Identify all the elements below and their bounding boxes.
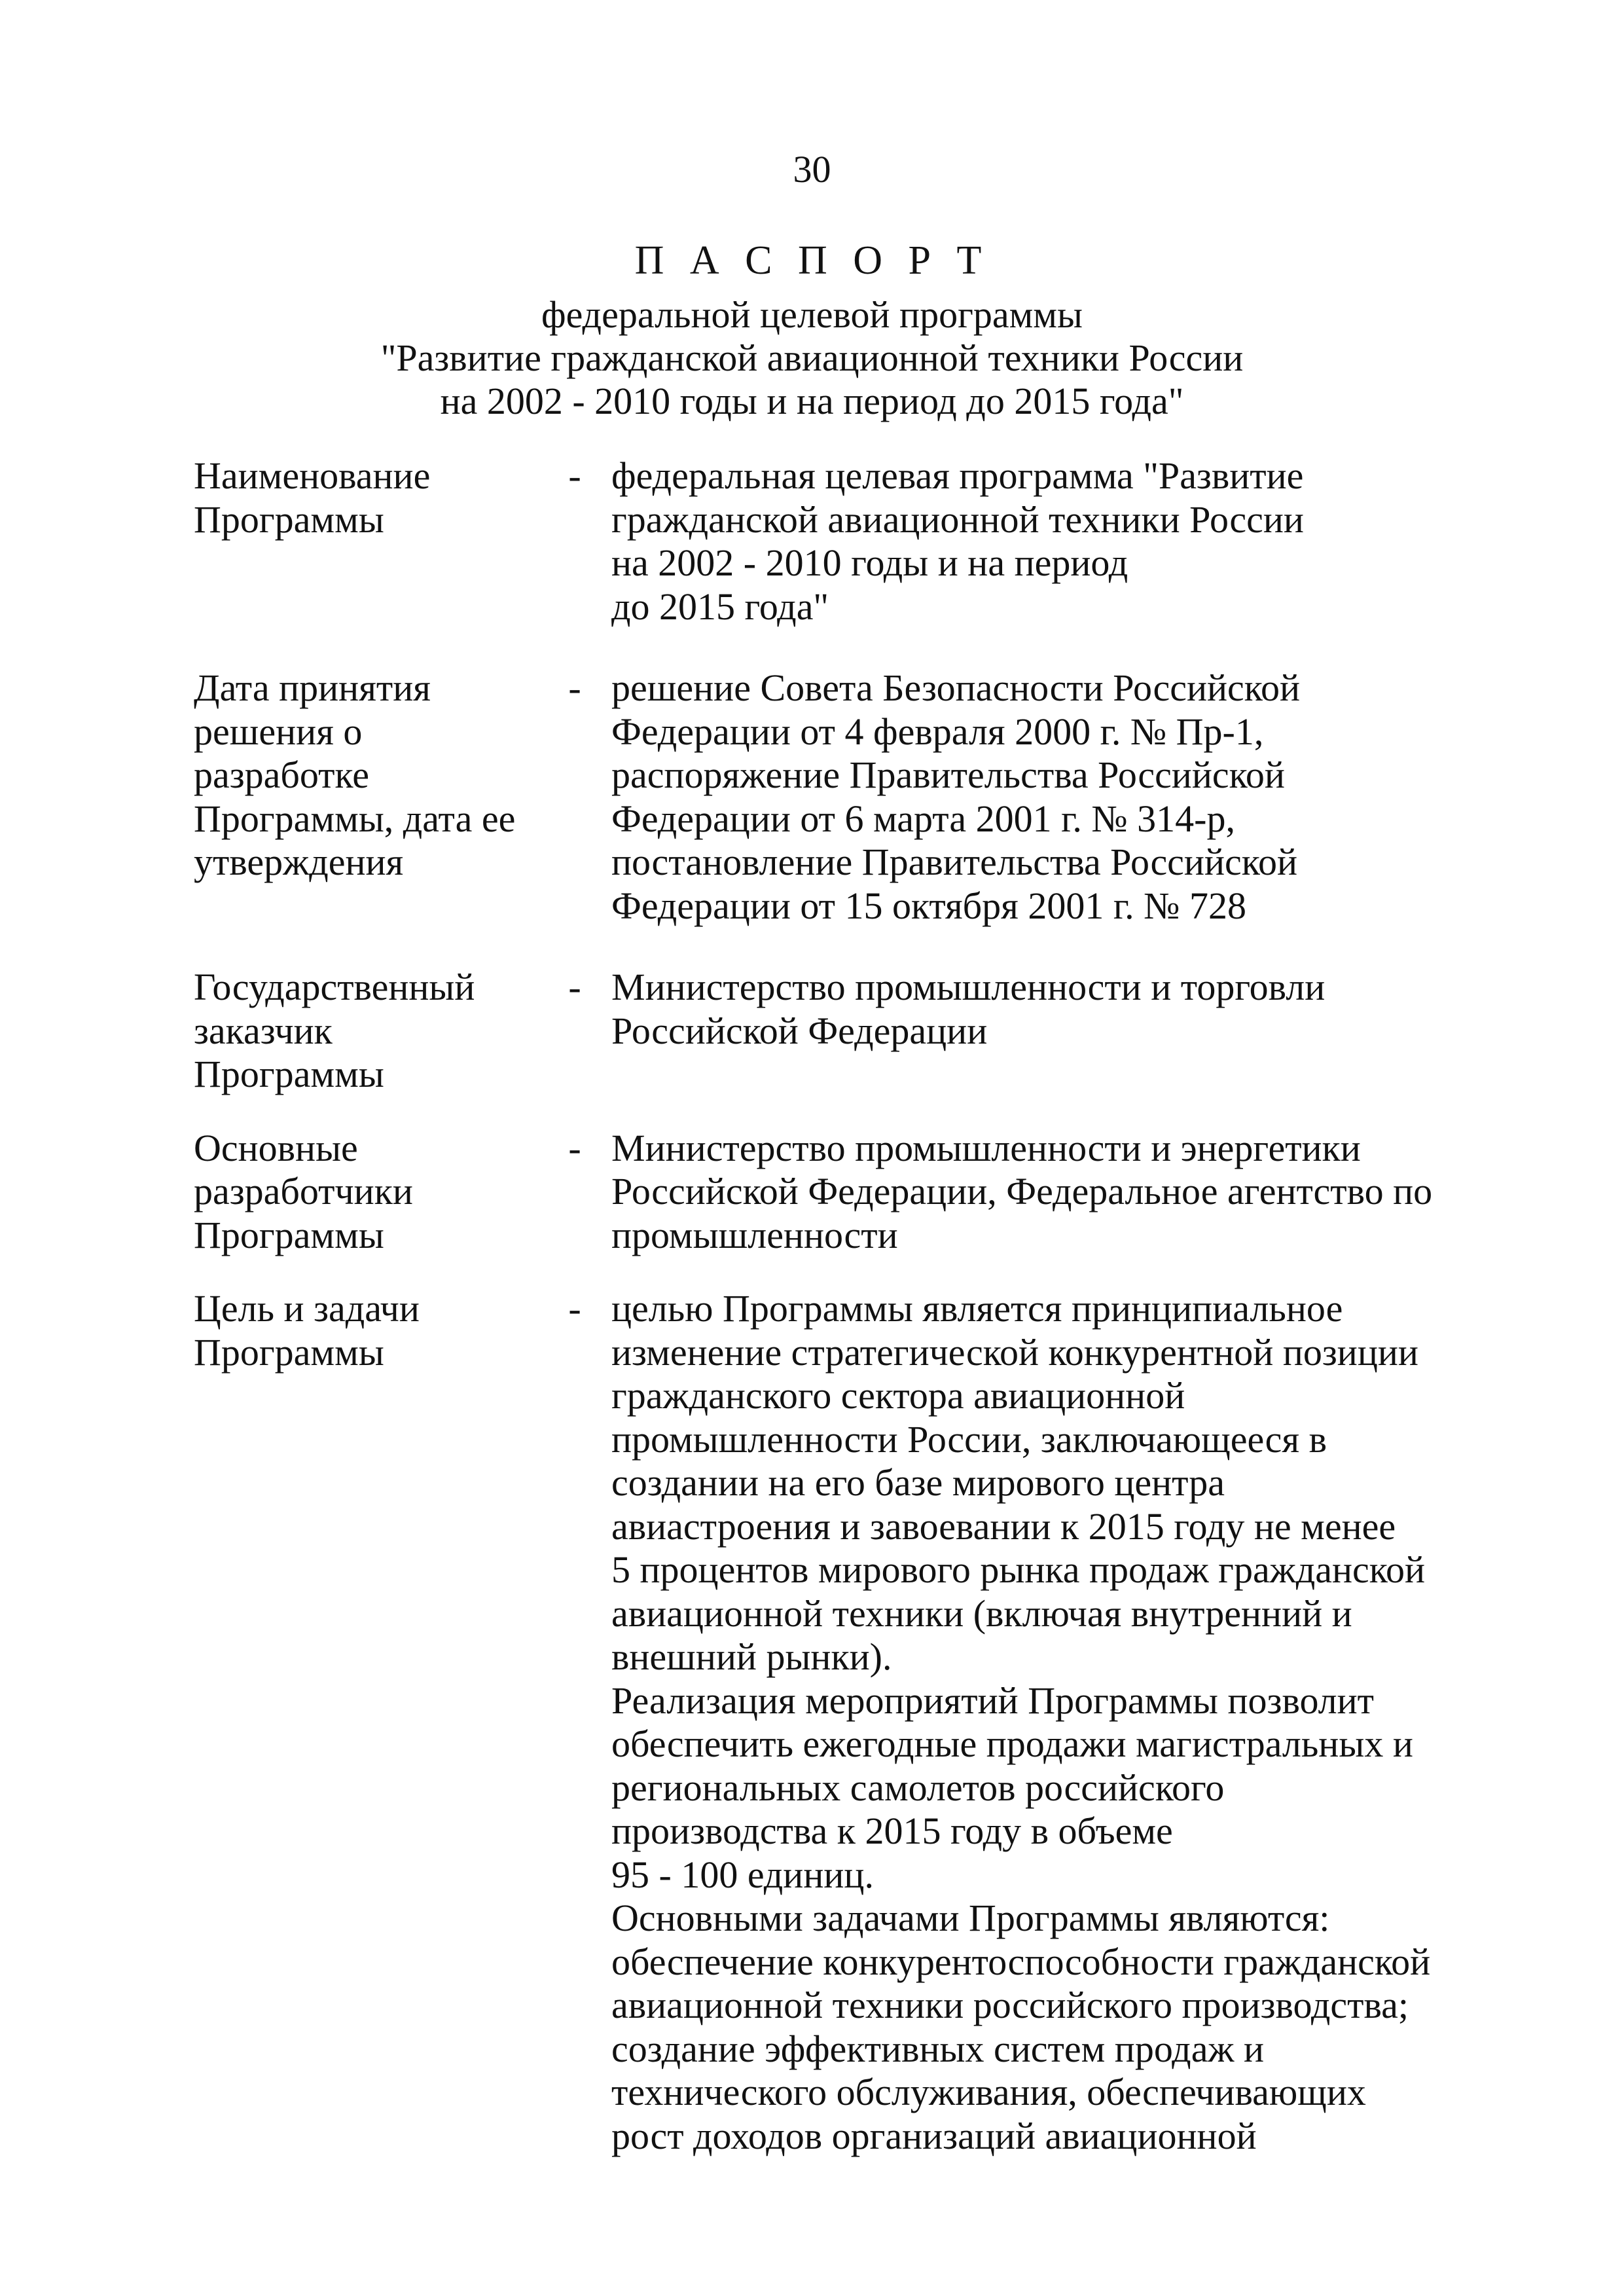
label-line: разработчики [194, 1170, 413, 1212]
passport-row-program-name [194, 454, 1470, 629]
value-line: создание эффективных систем продаж и [611, 2027, 1265, 2070]
label-line: Основные [194, 1126, 358, 1169]
value-line: Федерации от 6 марта 2001 г. № 314-р, [611, 797, 1235, 840]
value-line: промышленности России, заключающееся в [611, 1417, 1327, 1461]
dash-separator: - [568, 966, 581, 1008]
dash-separator: - [568, 666, 581, 709]
row-label [194, 454, 551, 541]
value-line: внешний рынки). [611, 1635, 892, 1678]
value-line: Федерации от 15 октября 2001 г. № 728 [611, 884, 1246, 927]
passport-row-main-developers [194, 1127, 1470, 1258]
row-value [598, 454, 1470, 629]
row-value [598, 1127, 1470, 1258]
label-line: заказчик [194, 1009, 333, 1052]
value-line: промышленности [611, 1213, 898, 1256]
value-line: обеспечить ежегодные продажи магистральных и [611, 1722, 1413, 1765]
value-line: 95 - 100 единиц. [611, 1853, 874, 1896]
row-label [194, 666, 551, 884]
value-line: гражданского сектора авиационной [611, 1374, 1185, 1417]
label-line: Наименование [194, 454, 431, 497]
dash-separator: - [568, 1287, 581, 1330]
label-line: Программы, дата ее [194, 797, 516, 840]
value-line: федеральная целевая программа "Развитие [611, 454, 1304, 497]
dash-separator: - [568, 1126, 581, 1169]
label-line: Программы [194, 1213, 384, 1256]
subtitle-line: "Развитие гражданской авиационной техники России [380, 337, 1244, 379]
label-line: решения о [194, 710, 363, 753]
value-line: Министерство промышленности и энергетики [611, 1126, 1361, 1169]
value-line: Федерации от 4 февраля 2000 г. № Пр-1, [611, 710, 1264, 753]
value-line: региональных самолетов российского [611, 1766, 1225, 1809]
passport-row-goals [194, 1287, 1470, 2158]
label-line: разработке [194, 754, 369, 796]
row-value [598, 666, 1470, 928]
label-line: утверждения [194, 841, 404, 883]
value-line: Министерство промышленности и торговли [611, 966, 1326, 1008]
value-line: обеспечение конкурентоспособности гражданской [611, 1940, 1431, 1983]
value-line: целью Программы является принципиальное [611, 1287, 1343, 1330]
value-line: 5 процентов мирового рынка продаж гражданской [611, 1548, 1426, 1591]
document-title: П А С П О Р Т [634, 238, 990, 283]
value-line: постановление Правительства Российской [611, 841, 1298, 883]
page-number: 30 [793, 148, 831, 191]
value-line: Основными задачами Программы являются: [611, 1897, 1330, 1939]
value-line: авиастроения и завоевании к 2015 году не менее [611, 1504, 1396, 1548]
row-label [194, 1127, 551, 1258]
label-line: Программы [194, 1053, 384, 1095]
value-line: Российской Федерации [611, 1009, 988, 1052]
dash-separator: - [568, 454, 581, 497]
value-line: изменение стратегической конкурентной позиции [611, 1330, 1418, 1374]
label-line: Дата принятия [194, 666, 431, 709]
value-line: технического обслуживания, обеспечивающих [611, 2071, 1366, 2113]
value-line: распоряжение Правительства Российской [611, 754, 1285, 796]
value-line: Реализация мероприятий Программы позволит [611, 1679, 1375, 1722]
value-line: до 2015 года" [611, 585, 829, 628]
value-line: создании на его базе мирового центра [611, 1461, 1225, 1504]
passport-row-state-customer [194, 966, 1470, 1097]
value-line: производства к 2015 году в объеме [611, 1810, 1173, 1852]
subtitle-line: федеральной целевой программы [541, 293, 1083, 336]
value-line: на 2002 - 2010 годы и на период [611, 541, 1128, 584]
label-line: Цель и задачи [194, 1287, 420, 1330]
passport-table [194, 454, 1470, 2158]
value-line: Российской Федерации, Федеральное агентство по [611, 1170, 1433, 1212]
row-label [194, 1287, 551, 1374]
value-line: рост доходов организаций авиационной [611, 2114, 1257, 2157]
row-label [194, 966, 551, 1097]
value-line: авиационной техники российского производства; [611, 1984, 1409, 2026]
value-line: авиационной техники (включая внутренний и [611, 1592, 1352, 1635]
subtitle-line: на 2002 - 2010 годы и на период до 2015 года" [440, 380, 1184, 422]
label-line: Программы [194, 1330, 384, 1374]
label-line: Программы [194, 498, 384, 541]
row-value [598, 1287, 1470, 2158]
label-line: Государственный [194, 966, 475, 1008]
value-line: гражданской авиационной техники России [611, 498, 1304, 541]
passport-row-decision-date [194, 666, 1470, 928]
value-line: решение Совета Безопасности Российской [611, 666, 1301, 709]
document-subtitle [0, 293, 1624, 423]
row-value [598, 966, 1470, 1053]
